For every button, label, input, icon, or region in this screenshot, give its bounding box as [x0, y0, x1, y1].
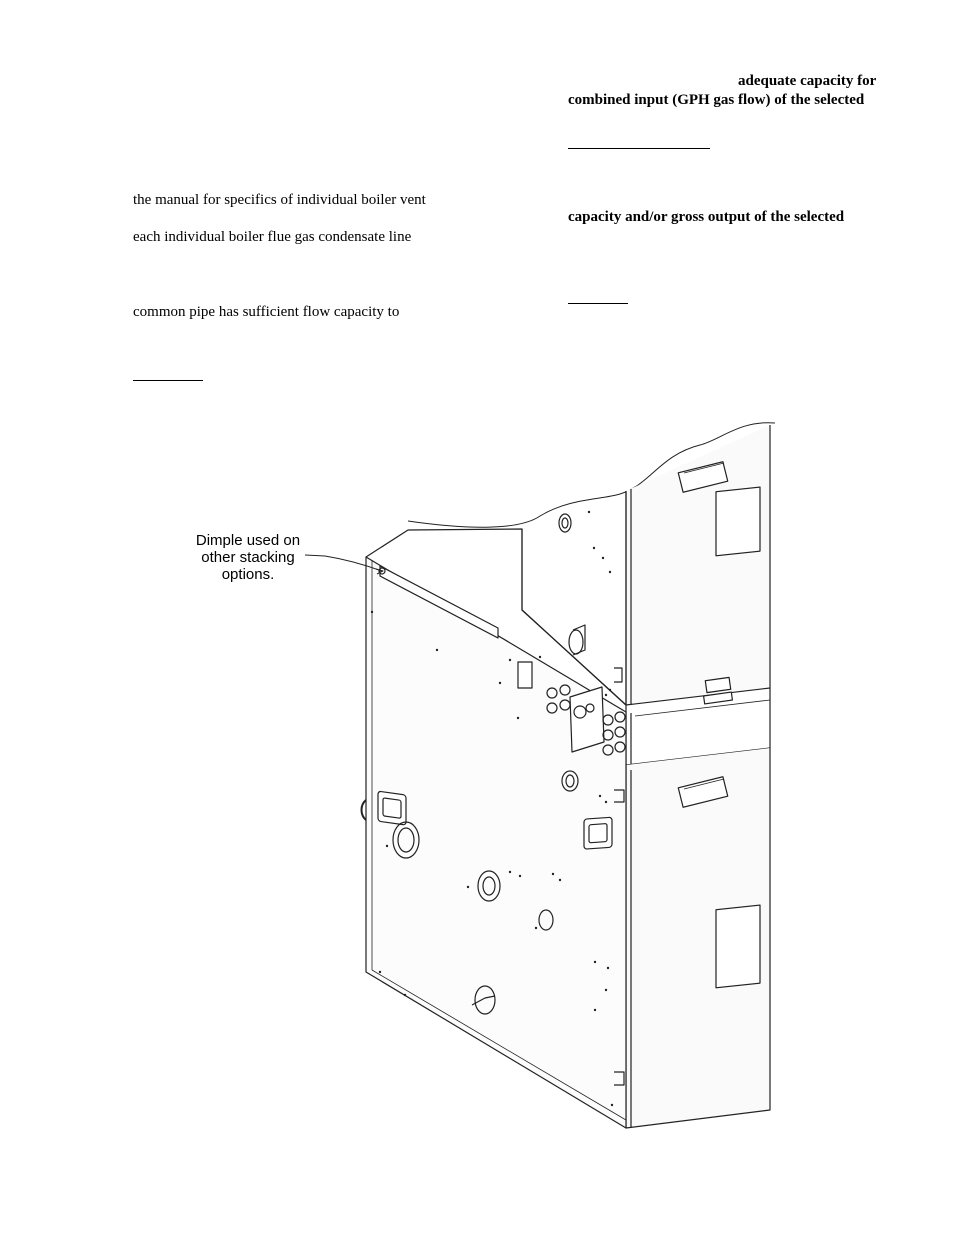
side-handle-left: [378, 791, 406, 825]
right-text-line-2: combined input (GPH gas flow) of the selected: [568, 92, 865, 108]
callout-line-1: Dimple used on: [195, 532, 301, 549]
center-fitting: [570, 687, 604, 752]
right-text-line-3: capacity and/or gross output of the selected: [568, 209, 845, 225]
upper-boiler-front: [626, 425, 770, 705]
right-text-line-1: adequate capacity for: [738, 73, 877, 89]
callout-line-3: options.: [221, 566, 275, 583]
callout-line-2: other stacking: [201, 549, 295, 566]
left-text-line-1: the manual for specifics of individual boiler vent: [133, 192, 426, 208]
lower-access-panel: [716, 905, 760, 988]
left-text-line-2: each individual boiler flue gas condensate line: [133, 229, 412, 245]
upper-pipe-1: [559, 514, 571, 532]
upper-access-panel: [716, 487, 760, 556]
bracket-upper: [614, 668, 622, 682]
left-text-line-3: common pipe has sufficient flow capacity to: [133, 304, 400, 320]
collar-plate: [705, 677, 730, 692]
side-handle-right: [584, 817, 612, 849]
